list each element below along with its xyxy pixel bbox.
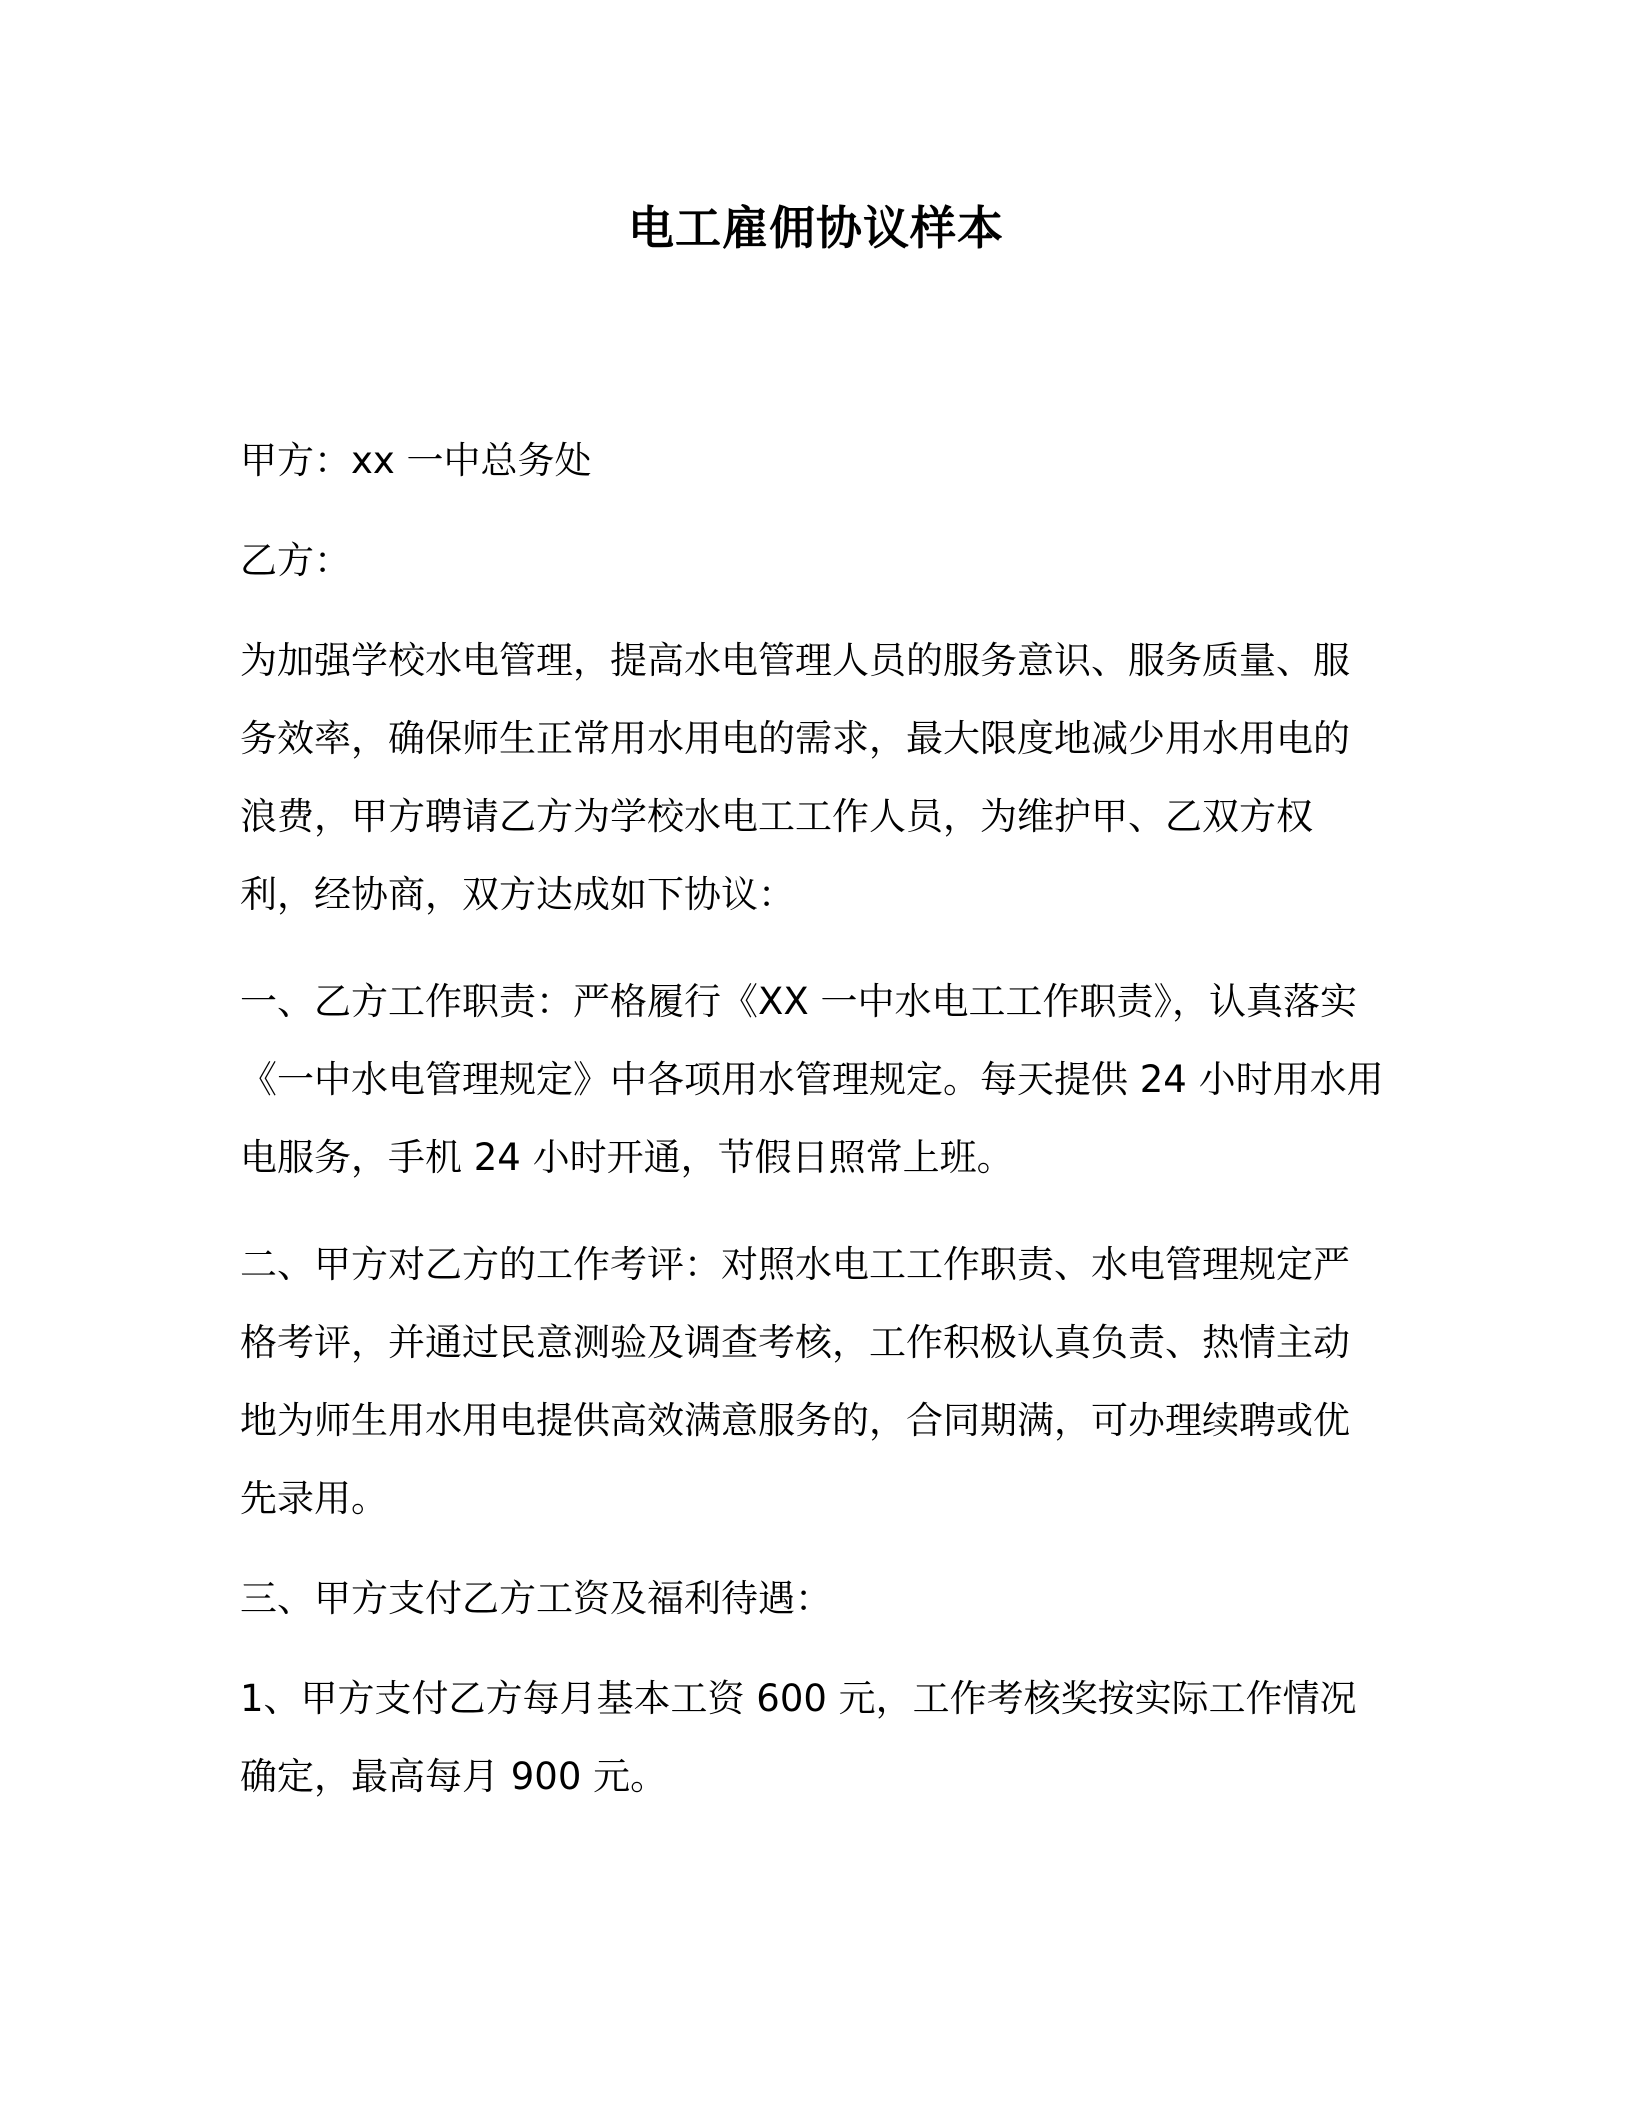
party-b-line: 乙方：: [240, 539, 351, 582]
document-body: [240, 422, 1385, 1816]
document-title: 电工雇佣协议样本: [628, 201, 1004, 255]
clause-2-evaluation: 二、甲方对乙方的工作考评：对照水电工工作职责、水电管理规定严格考评，并通过民意测验及调查考核，工作积极认真负责、热情主动地为师生用水用电提供高效满意服务的，合同期满，可办理续聘或优先录用。: [240, 1243, 1350, 1520]
clause-3-item-1: 1、甲方支付乙方每月基本工资 600 元，工作考核奖按实际工作情况确定，最高每月 900 元。: [240, 1677, 1357, 1798]
preamble-paragraph: 为加强学校水电管理，提高水电管理人员的服务意识、服务质量、服务效率，确保师生正常用水用电的需求，最大限度地减少用水用电的浪费，甲方聘请乙方为学校水电工工作人员，为维护甲、乙双方权利，经协商，双方达成如下协议：: [240, 639, 1350, 916]
party-a-line: 甲方：xx 一中总务处: [240, 439, 592, 482]
clause-1-duties: 一、乙方工作职责：严格履行《XX 一中水电工工作职责》，认真落实《一中水电管理规定》中各项用水管理规定。每天提供 24 小时用水用电服务，手机 24 小时开通，节假日照常上班。: [240, 980, 1384, 1179]
clause-3-heading: 三、甲方支付乙方工资及福利待遇：: [240, 1577, 832, 1620]
